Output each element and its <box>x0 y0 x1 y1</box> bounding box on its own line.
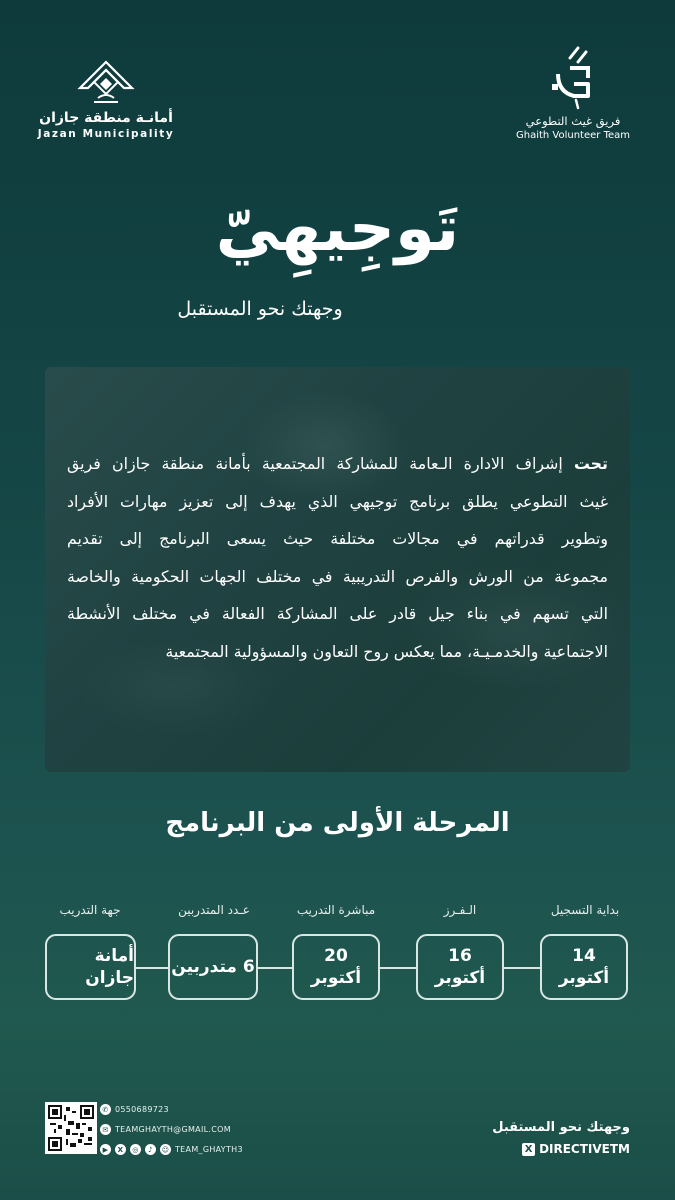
jazan-municipality-logo <box>36 58 176 140</box>
qr-code[interactable] <box>45 1102 97 1154</box>
ghaith-team-logo <box>508 44 638 141</box>
whatsapp-icon: ✆ <box>100 1104 111 1115</box>
step-trainees <box>168 934 258 1000</box>
description-line: مجموعة من الورش والفرص التدريبية في مختلف الجهات الحكومية والخاصة <box>67 566 608 586</box>
description-line: غيث التطوعي يطلق برنامج توجيهي الذي يهدف إلى تعزيز مهارات الأفراد <box>67 491 608 511</box>
social-handle: TEAM_GHAYTH3 <box>175 1145 243 1154</box>
contact-phone[interactable] <box>100 1104 169 1115</box>
step-value-sub: أكتوبر <box>558 968 610 988</box>
x-handle[interactable] <box>520 1142 630 1156</box>
step-label-training: مباشرة التدريب <box>296 903 376 917</box>
phone-number: 0550689723 <box>115 1105 169 1114</box>
step-registration <box>540 934 628 1000</box>
contact-email[interactable] <box>100 1124 231 1135</box>
description-text <box>67 445 608 670</box>
timeline-connector <box>380 967 416 969</box>
step-value-sub: أكتوبر <box>434 968 486 988</box>
step-value-sub: أكتوبر <box>310 968 362 988</box>
step-value: أمانة جازان <box>85 946 134 988</box>
timeline-connector <box>258 967 292 969</box>
timeline-connector <box>504 967 540 969</box>
timeline-connector <box>136 967 168 969</box>
description-line: وتطوير قدراتهم في مجالات مختلفة حيث يسعى البرنامج إلى تقديم <box>67 529 608 548</box>
step-label-sorting: الـفـرز <box>443 903 477 917</box>
description-lead: تحت <box>573 454 608 473</box>
x-handle-text: DIRECTIVETM <box>539 1142 630 1156</box>
step-value: 14 <box>572 946 596 966</box>
step-training <box>292 934 380 1000</box>
program-title: تَوجِيهِيّ <box>215 192 460 266</box>
municipality-name-en: Jazan Municipality <box>37 128 175 140</box>
instagram-icon: ◎ <box>130 1144 141 1155</box>
snapchat-icon: ☺ <box>161 1145 170 1154</box>
description-card <box>45 367 630 772</box>
description-line: التي تسهم في بناء جيل قادر على المشاركة الفعالة في مختلف الأنشطة <box>67 604 608 623</box>
qr-code-icon <box>48 1105 94 1151</box>
phase-title: المرحلة الأولى من البرنامج <box>165 808 510 838</box>
footer-tagline: وجهتك نحو المستقبل <box>492 1120 630 1135</box>
step-value: 20 <box>324 946 348 966</box>
program-subtitle: وجهتك نحو المستقبل <box>177 298 343 320</box>
step-sorting <box>416 934 504 1000</box>
step-value: 6 متدربين <box>171 957 255 977</box>
youtube-icon: ▶ <box>100 1144 111 1155</box>
email-icon: ✉ <box>100 1124 111 1135</box>
step-value: 16 <box>448 946 472 966</box>
step-label-trainees: عـدد المتدربين <box>178 903 250 917</box>
email-address: TEAMGHAYTH@GMAIL.COM <box>115 1125 231 1134</box>
description-line <box>67 445 608 483</box>
municipality-emblem-icon <box>74 58 138 108</box>
team-name-en: Ghaith Volunteer Team <box>515 130 630 141</box>
step-label-registration: بداية التسجيل <box>550 903 620 917</box>
ghaith-emblem-icon <box>548 44 598 110</box>
tiktok-icon: ♪ <box>145 1144 156 1155</box>
step-label-entity: جهة التدريب <box>59 903 121 917</box>
step-entity <box>45 934 136 1000</box>
description-line: الاجتماعية والخدمـيـة، مما يعكس روح التعاون والمسؤولية المجتمعية <box>165 641 608 661</box>
municipality-name-ar: أمانـة منطقة جازان <box>39 110 173 126</box>
team-name-ar: فريق غيث التطوعي <box>525 114 621 128</box>
contact-social[interactable] <box>100 1144 243 1155</box>
x-icon: X <box>115 1144 126 1155</box>
x-logo-icon: X <box>522 1143 535 1156</box>
description-line-text: إشراف الادارة الـعامة للمشاركة المجتمعية بأمانة منطقة جازان فريق <box>67 454 574 473</box>
